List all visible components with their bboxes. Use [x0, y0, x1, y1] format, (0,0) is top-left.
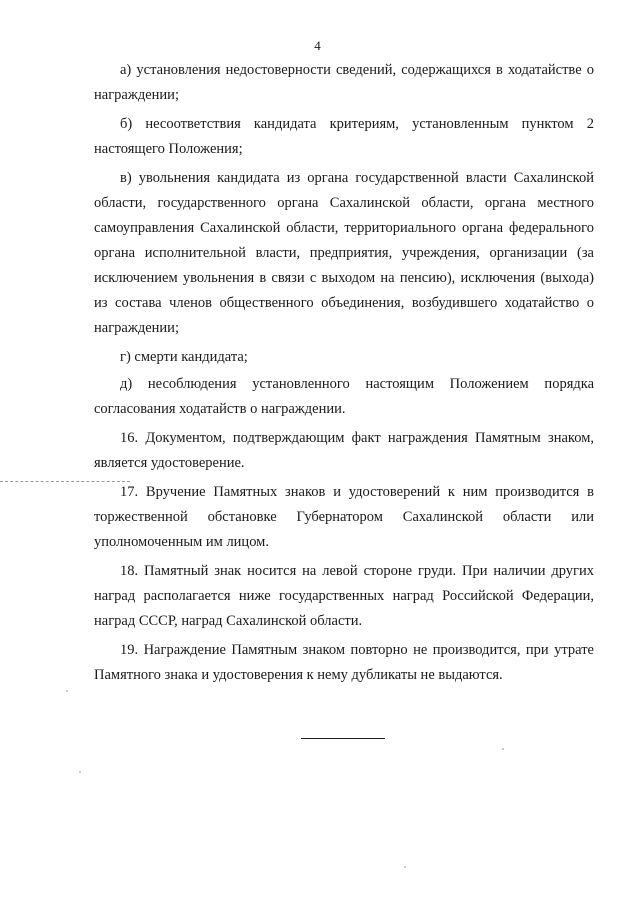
scan-speck	[79, 771, 81, 773]
document-body	[94, 58, 594, 692]
paragraph-17: 17. Вручение Памятных знаков и удостоверений к ним производится в торжественной обстановке Губернатором Сахалинской области или уполномоченным им лицом.	[94, 484, 594, 550]
paragraph-item-d: д) несоблюдения установленного настоящим Положением порядка согласования ходатайств о награждении.	[94, 376, 594, 417]
page-number: 4	[314, 38, 321, 53]
paragraph-item-b: б) несоответствия кандидата критериям, установленным пунктом 2 настоящего Положения;	[94, 116, 594, 157]
paragraph-item-g: г) смерти кандидата;	[120, 349, 248, 365]
scan-speck	[502, 748, 504, 750]
paragraph-19: 19. Награждение Памятным знаком повторно не производится, при утрате Памятного знака и удостоверения к нему дубликаты не выдаются.	[94, 642, 594, 683]
paragraph-item-v: в) увольнения кандидата из органа государственной власти Сахалинской области, государственного органа Сахалинской области, органа местного самоуправления Сахалинской области, территориального органа федерального органа исполнительной власти, предприятия, учреждения, организации (за исключением увольнения в связи с выходом на пенсию), исключения (выхода) из состава членов общественного объединения, возбудившего ходатайство о награждении;	[94, 170, 594, 336]
scan-speck	[66, 690, 68, 692]
paragraph-item-a: а) установления недостоверности сведений, содержащихся в ходатайстве о награждении;	[94, 62, 594, 103]
paragraph-16: 16. Документом, подтверждающим факт награждения Памятным знаком, является удостоверение.	[94, 430, 594, 471]
scan-speck	[404, 866, 406, 868]
paragraph-18: 18. Памятный знак носится на левой стороне груди. При наличии других наград располагается ниже государственных наград Российской Федерации, наград СССР, наград Сахалинской области.	[94, 563, 594, 629]
closing-rule	[301, 738, 385, 739]
